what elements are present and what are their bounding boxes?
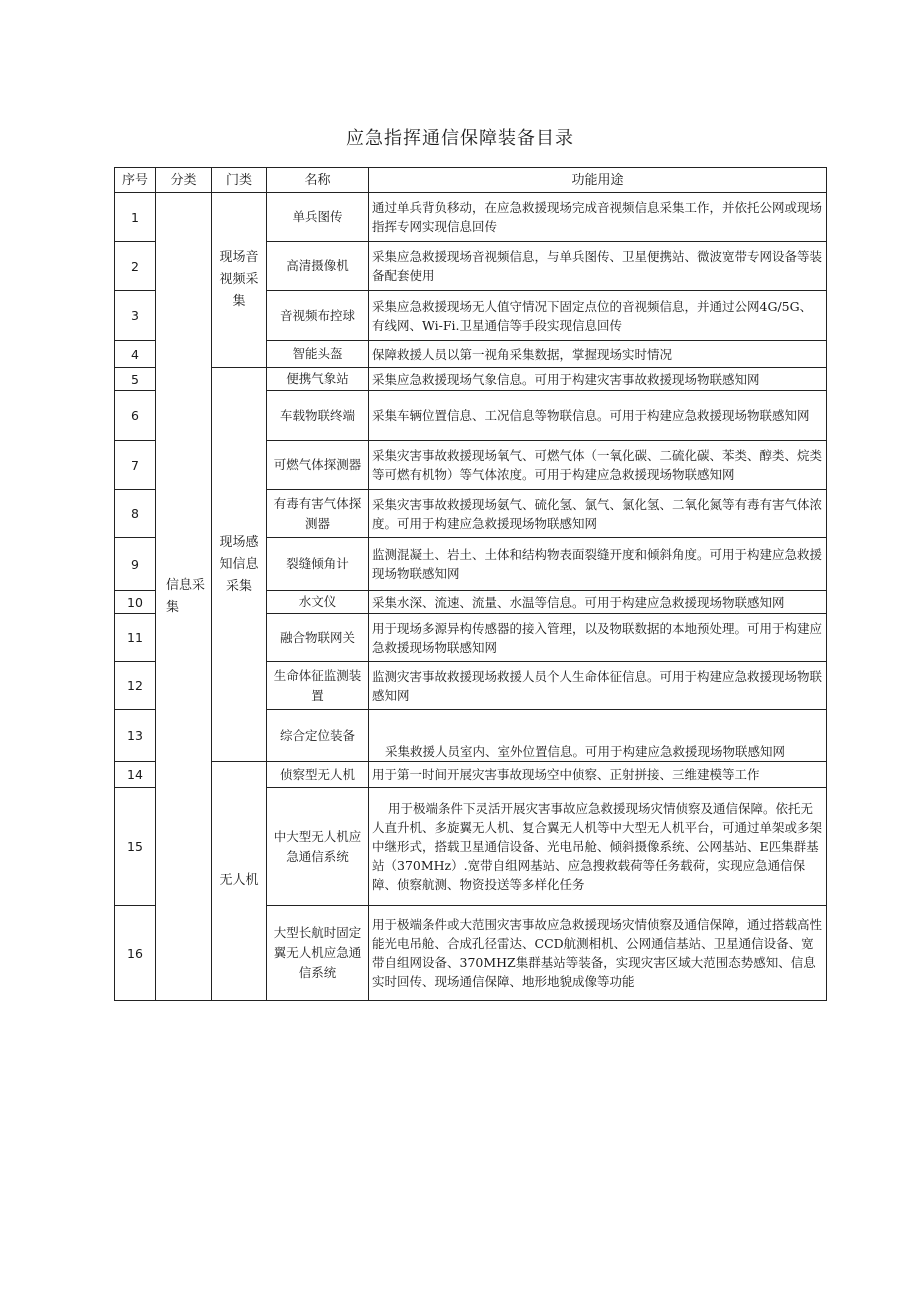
row-function: 保障救援人员以第一视角采集数据，掌握现场实时情况 [369,341,827,368]
row-name: 中大型无人机应急通信系统 [267,788,369,906]
row-name: 智能头盔 [267,341,369,368]
row-seq: 9 [115,538,156,591]
row-name: 融合物联网关 [267,614,369,662]
row-seq: 15 [115,788,156,906]
row-function: 采集车辆位置信息、工况信息等物联信息。可用于构建应急救援现场物联感知网 [369,391,827,441]
table-row [115,193,827,242]
row-function: 监测灾害事故救援现场救援人员个人生命体征信息。可用于构建应急救援现场物联感知网 [369,662,827,710]
row-function: 用于极端条件或大范围灾害事故应急救援现场灾情侦察及通信保障，通过搭载高性能光电吊舱、合成孔径雷达、CCD航测相机、公网通信基站、卫星通信设备、宽带自组网设备、370MHZ集群基站等装备，实现灾害区域大范围态势感知、信息实时回传、现场通信保障、地形地貌成像等功能 [369,906,827,1001]
table-header-row [115,168,827,193]
row-seq: 10 [115,591,156,614]
row-name: 裂缝倾角计 [267,538,369,591]
row-seq: 1 [115,193,156,242]
row-seq: 4 [115,341,156,368]
row-name: 便携气象站 [267,368,369,391]
row-seq: 5 [115,368,156,391]
row-name: 综合定位装备 [267,710,369,762]
row-function: 采集水深、流速、流量、水温等信息。可用于构建应急救援现场物联感知网 [369,591,827,614]
header-category: 分类 [156,168,212,193]
row-function: 用于第一时间开展灾害事故现场空中侦察、正射拼接、三维建模等工作 [369,762,827,788]
row-function: 采集应急救援现场无人值守情况下固定点位的音视频信息，并通过公网4G/5G、有线网、Wi-Fi.卫星通信等手段实现信息回传 [369,291,827,341]
row-name: 单兵图传 [267,193,369,242]
header-subcategory: 门类 [212,168,267,193]
row-name: 侦察型无人机 [267,762,369,788]
row-function: 通过单兵背负移动，在应急救援现场完成音视频信息采集工作，并依托公网或现场指挥专网实现信息回传 [369,193,827,242]
subcategory-cell: 现场音视频采集 [212,193,267,368]
header-seq: 序号 [115,168,156,193]
row-seq: 13 [115,710,156,762]
row-name: 车载物联终端 [267,391,369,441]
row-name: 大型长航时固定翼无人机应急通信系统 [267,906,369,1001]
table-row [115,762,827,788]
row-seq: 12 [115,662,156,710]
category-cell: 信息采集 [156,193,212,1001]
row-function: 采集灾害事故救援现场氧气、可燃气体（一氧化碳、二硫化碳、苯类、醇类、烷类等可燃有机物）等气体浓度。可用于构建应急救援现场物联感知网 [369,441,827,490]
row-name: 有毒有害气体探测器 [267,490,369,538]
page-title: 应急指挥通信保障装备目录 [346,128,574,149]
row-seq: 16 [115,906,156,1001]
row-seq: 3 [115,291,156,341]
row-function: 监测混凝土、岩土、土体和结构物表面裂缝开度和倾斜角度。可用于构建应急救援现场物联感知网 [369,538,827,591]
row-name: 高清摄像机 [267,242,369,291]
equipment-table [114,167,827,1001]
subcategory-cell: 无人机 [212,762,267,1001]
header-function: 功能用途 [369,168,827,193]
row-seq: 8 [115,490,156,538]
row-name: 音视频布控球 [267,291,369,341]
row-seq: 14 [115,762,156,788]
row-seq: 2 [115,242,156,291]
row-function: 采集应急救援现场音视频信息，与单兵图传、卫星便携站、微波宽带专网设备等装备配套使用 [369,242,827,291]
subcategory-cell: 现场感知信息采集 [212,368,267,762]
row-function: 采集应急救援现场气象信息。可用于构建灾害事故救援现场物联感知网 [369,368,827,391]
row-function: 用于极端条件下灵活开展灾害事故应急救援现场灾情侦察及通信保障。依托无人直升机、多旋翼无人机、复合翼无人机等中大型无人机平台，可通过单架或多架中继形式，搭载卫星通信设备、光电吊舱、倾斜摄像系统、公网基站、E匹集群基站（370MHz）.宽带自组网基站、应急搜救载荷等任务载荷，实现应急通信保障、侦察航测、物资投送等多样化任务 [369,788,827,906]
row-name: 可燃气体探测器 [267,441,369,490]
row-function: 采集灾害事故救援现场氨气、硫化氢、氯气、氯化氢、二氧化氮等有毒有害气体浓度。可用于构建应急救援现场物联感知网 [369,490,827,538]
row-function: 采集救援人员室内、室外位置信息。可用于构建应急救援现场物联感知网 [369,710,827,762]
row-seq: 6 [115,391,156,441]
row-seq: 11 [115,614,156,662]
row-name: 水文仪 [267,591,369,614]
header-name: 名称 [267,168,369,193]
table-row [115,368,827,391]
row-seq: 7 [115,441,156,490]
row-function: 用于现场多源异构传感器的接入管理，以及物联数据的本地预处理。可用于构建应急救援现场物联感知网 [369,614,827,662]
row-name: 生命体征监测装置 [267,662,369,710]
